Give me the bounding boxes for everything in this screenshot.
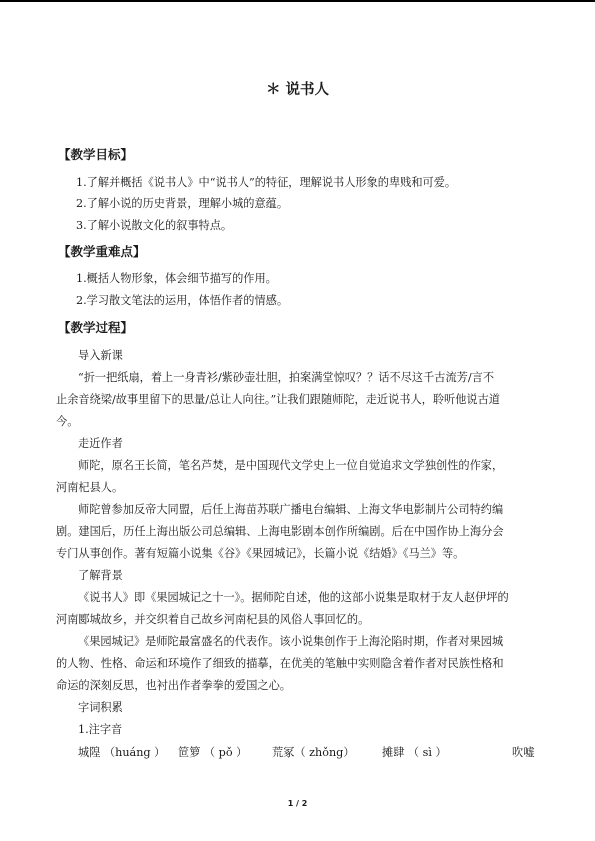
paragraph-line: 命运的深刻反思，也衬出作者拳拳的爱国之心。 — [56, 679, 291, 692]
paragraph-line: 《果园城记》是师陀最富盛名的代表作。该小说集创作于上海沦陷时期，作者对果园城 — [78, 635, 504, 648]
pinyin-item: 摊肆 （ sì ） — [382, 746, 447, 759]
goal-item: 1.了解并概括《说书人》中“说书人”的特征，理解说书人形象的卑贱和可爱。 — [76, 176, 457, 189]
pinyin-item: 笸箩 （ pǒ ） — [178, 746, 248, 759]
pinyin-item: 荒冢（ zhǒng） — [272, 746, 355, 759]
paragraph-line: 河南杞县人。 — [56, 481, 124, 494]
page-number: 1 / 2 — [287, 799, 308, 808]
paragraph-line: 专门从事创作。著有短篇小说集《谷》《果园城记》，长篇小说《结婚》《马兰》等。 — [56, 547, 465, 560]
paragraph-line: 河南郾城故乡，并交织着自己故乡河南杞县的风俗人事回忆的。 — [56, 613, 370, 626]
page-title: ＊ 说书人 — [265, 82, 330, 98]
keypoint-item: 1.概括人物形象，体会细节描写的作用。 — [76, 272, 277, 285]
paragraph-line: 师陀，原名王长简，笔名芦焚，是中国现代文学史上一位自觉追求文学独创性的作家， — [78, 459, 504, 472]
subsection-label: 了解背景 — [78, 569, 123, 582]
keypoint-item: 2.学习散文笔法的运用，体悟作者的情感。 — [76, 294, 289, 307]
subsection-label: 字词积累 — [78, 701, 123, 714]
keypoints-heading: 【教学重难点】 — [58, 244, 146, 259]
top-rule — [0, 0, 595, 2]
paragraph-line: 的人物、性格、命运和环境作了细致的描摹，在优美的笔触中实则隐含着作者对民族性格和 — [56, 657, 504, 670]
subsection-label: 导入新课 — [78, 349, 123, 362]
paragraph-line: 止余音绕梁/故事里留下的思量/总让人向往。”让我们跟随师陀，走近说书人，聆听他说古道 — [56, 393, 500, 406]
paragraph-line: 《说书人》即《果园城记之十一》。据师陀自述，他的这部小说集是取材于友人赵伊坪的 — [78, 591, 509, 604]
pinyin-item: 吹嘘 — [512, 746, 535, 759]
pinyin-item: 城隍 （huáng ） — [78, 746, 166, 759]
paragraph-line: 剧。建国后，历任上海出版公司总编辑、上海电影剧本创作所编剧。后在中国作协上海分会 — [56, 525, 504, 538]
subsection-label: 走近作者 — [78, 437, 123, 450]
goal-item: 2.了解小说的历史背景，理解小城的意蕴。 — [76, 197, 289, 210]
paragraph-line: “折一把纸扇，着上一身青衫/紫砂壶壮胆，拍案满堂惊叹？？话不尽这千古流芳/言不 — [78, 371, 495, 384]
paragraph-line: 师陀曾参加反帝大同盟，后任上海苗苏联广播电台编辑、上海文华电影制片公司特约编 — [78, 503, 504, 516]
goals-heading: 【教学目标】 — [58, 147, 134, 162]
exercise-label: 1.注字音 — [78, 723, 123, 736]
process-heading: 【教学过程】 — [58, 320, 134, 335]
paragraph-line: 今。 — [56, 415, 79, 428]
goal-item: 3.了解小说散文化的叙事特点。 — [76, 219, 233, 232]
